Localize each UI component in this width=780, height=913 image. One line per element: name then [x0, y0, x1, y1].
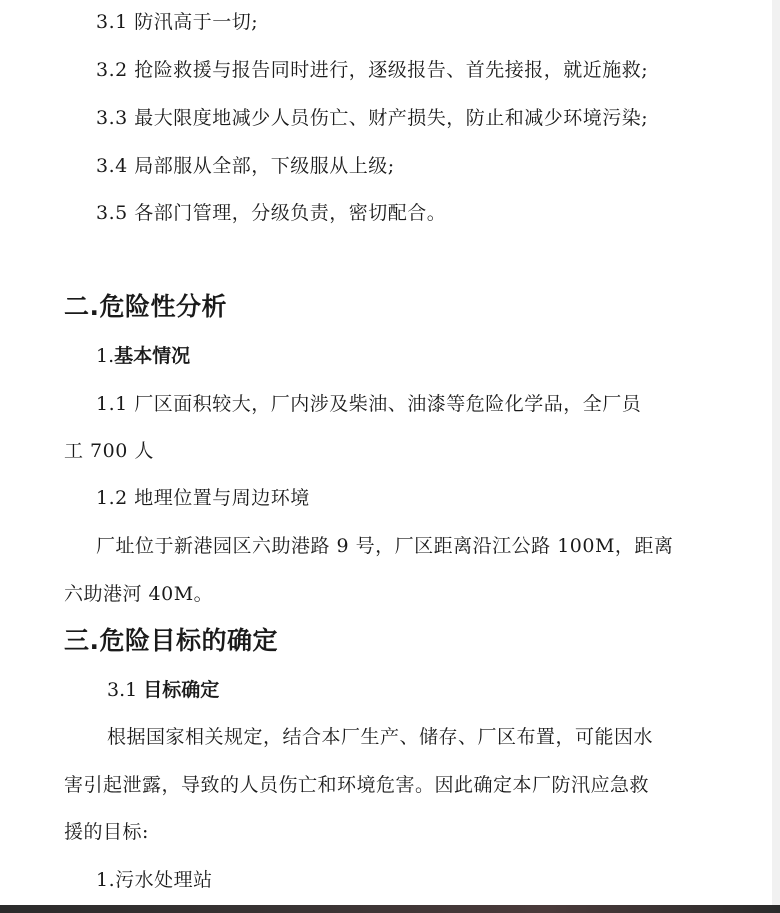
principle-3-1: 3.1 防汛高于一切;: [96, 11, 259, 33]
section-2-heading: 二.危险性分析: [64, 292, 227, 321]
vertical-scrollbar[interactable]: [772, 0, 780, 905]
bottom-frame-bar: [0, 905, 780, 913]
paragraph-1-1-line-1: 1.1 厂区面积较大，厂内涉及柴油、油漆等危险化学品，全厂员: [96, 393, 642, 415]
location-line-1: 厂址位于新港园区六助港路 9 号，厂区距离沿江公路 100M，距离: [96, 535, 674, 557]
paragraph-1-2-title: 1.2 地理位置与周边环境: [96, 487, 310, 509]
principle-3-5: 3.5 各部门管理，分级负责，密切配合。: [96, 202, 447, 224]
principle-3-4: 3.4 局部服从全部，下级服从上级;: [96, 155, 395, 177]
principle-3-2: 3.2 抢险救援与报告同时进行，逐级报告、首先接报，就近施救;: [96, 59, 649, 81]
subheading-number: 1.: [96, 345, 115, 367]
target-item-1: 1.污水处理站: [96, 869, 213, 891]
target-paragraph-line-1: 根据国家相关规定，结合本厂生产、储存、厂区布置，可能因水: [107, 726, 654, 748]
target-paragraph-line-3: 援的目标:: [64, 821, 149, 843]
section-3-heading: 三.危险目标的确定: [64, 626, 278, 655]
section-3-subheading-target: [107, 678, 219, 702]
subheading-title: 基本情况: [114, 345, 191, 367]
section-2-subheading-basic: [96, 344, 190, 368]
location-line-2: 六助港河 40M。: [64, 583, 214, 605]
subheading-title: 目标确定: [143, 679, 220, 701]
subheading-number: 3.1: [107, 679, 138, 701]
target-paragraph-line-2: 害引起泄露，导致的人员伤亡和环境危害。因此确定本厂防汛应急救: [64, 774, 650, 796]
principle-3-3: 3.3 最大限度地减少人员伤亡、财产损失，防止和减少环境污染;: [96, 107, 649, 129]
paragraph-1-1-line-2: 工 700 人: [64, 440, 154, 462]
